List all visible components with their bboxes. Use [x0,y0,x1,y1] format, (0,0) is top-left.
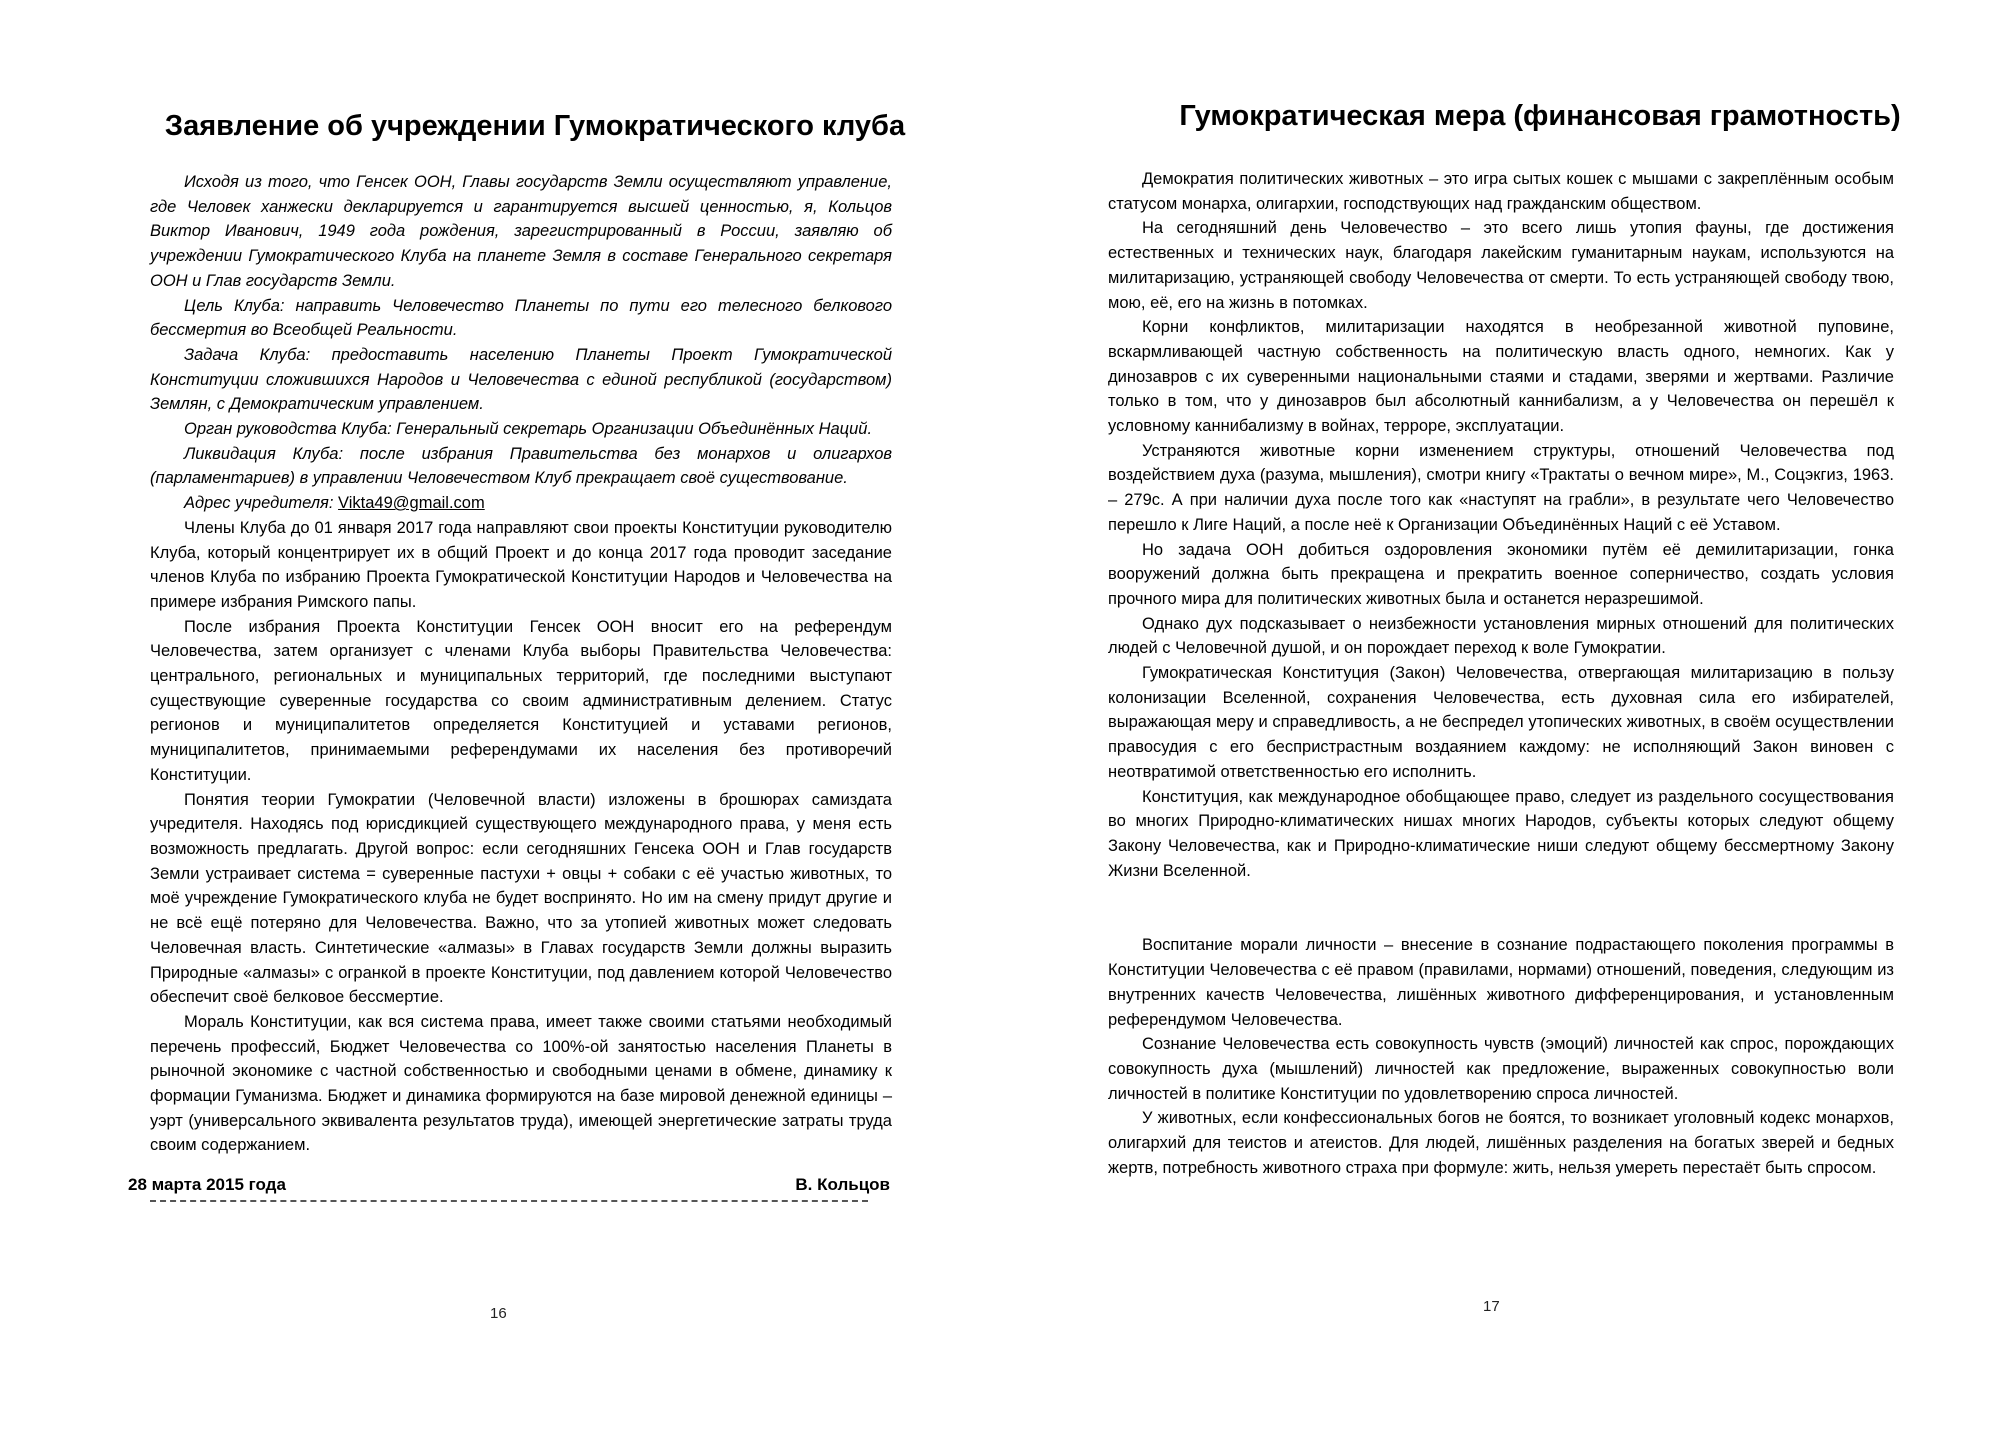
signature: В. Кольцов [795,1175,890,1194]
paragraph: Понятия теории Гумократии (Человечной власти) изложены в брошюрах самиздата учредителя. Находясь под юрисдикцией существующего международного права, у меня есть возможность предлагать. Другой вопрос: если сегодняшних Генсека ООН и Глав государств Земли устраивает система = суверенные пастухи + овцы + собаки с её участью животных, то моё учреждение Гумократического клуба не будет воспринято. Но им на смену придут другие и не всё ещё потеряно для Человечества. Важно, что за утопией животных может следовать Человечная власть. Синтетические «алмазы» в Главах государств Земли должны выразить Природные «алмазы» с огранкой в проекте Конституции, под давлением которой Человечество обеспечит своё белковое бессмертие. [150,790,892,1007]
paragraph: Гумократическая Конституция (Закон) Человечества, отвергающая милитаризацию в пользу колонизации Вселенной, сохранения Человечества, есть духовная сила его избирателей, выражающая меру и справедливость, а не беспредел утопических животных, в своём осуществлении правосудия с его беспристрастным воздаянием каждому: не исполняющий Закон виновен с неотвратимой ответственностью его исполнить. [1108,664,1894,781]
paragraph: Устраняются животные корни изменением структуры, отношений Человечества под воздействием духа (разума, мышления), смотри книгу «Трактаты о вечном мире», М., Соцэкгиз, 1963. – 279с. А при наличии духа после того как «наступят на грабли», в результате чего Человечество перешло к Лиге Наций, а после неё к Организации Объединённых Наций с её Уставом. [1108,441,1894,534]
left-page-title: Заявление об учреждении Гумократического клуба [164,110,906,142]
right-page-title: Гумократическая мера (финансовая грамотность) [1179,100,1901,132]
paragraph: Сознание Человечества есть совокупность чувств (эмоций) личностей как спрос, порождающих совокупность духа (мышлений) личностей как предложение, выраженных совокупностью воли личностей в политике Конституции по удовлетворению спроса личностей. [1108,1035,1894,1103]
signature-line [128,1175,890,1195]
paragraph: Исходя из того, что Генсек ООН, Главы государств Земли осуществляют управление, где Человек ханжески декларируется и гарантируется высшей ценностью, я, Кольцов Виктор Иванович, 1949 года рождения, зарегистрированный в России, заявляю об учреждении Гумократического Клуба на планете Земля в составе Генерального секретаря ООН и Глав государств Земли. [150,173,892,290]
page-number-right: 17 [1483,1298,1500,1315]
founder-address [150,491,892,516]
paragraph: Но задача ООН добиться оздоровления экономики путём её демилитаризации, гонка вооружений должна быть прекращена и прекратить военное соперничество, создать условия прочного мира для политических животных была и останется неразрешимой. [1108,540,1894,608]
paragraph: Конституция, как международное обобщающее право, следует из раздельного сосуществования во многих Природно-климатических нишах многих Народов, субъекты которых следуют общему Закону Человечества, как и Природно-климатические ниши следуют общему бессмертному Закону Жизни Вселенной. [1108,787,1894,880]
paragraph: Цель Клуба: направить Человечество Планеты по пути его телесного белкового бессмертия во Всеобщей Реальности. [150,296,892,340]
right-page-body [1108,167,1894,1180]
paragraph: Демократия политических животных – это игра сытых кошек с мышами с закреплённым особым статусом монарха, олигархии, господствующих над гражданским обществом. [1108,170,1894,213]
paragraph: Мораль Конституции, как вся система права, имеет также своими статьями необходимый перечень профессий, Бюджет Человечества со 100%-ой занятостью населения Планеты в рыночной экономике с частной собственностью и свободными ценами в обмене, динамику к формации Гуманизма. Бюджет и динамика формируются на базе мировой денежной единицы – уэрт (универсального эквивалента результатов труда), имеющей энергетические затраты труда своим содержанием. [150,1012,892,1155]
dashed-divider [150,1200,868,1202]
email-link[interactable]: Vikta49@gmail.com [338,494,485,513]
right-page [1000,0,2000,1433]
page-number-left: 16 [490,1305,507,1322]
paragraph: Члены Клуба до 01 января 2017 года направляют свои проекты Конституции руководителю Клуба, который концентрирует их в общий Проект и до конца 2017 года проводит заседание членов Клуба по избранию Проекта Гумократической Конституции Народов и Человечества на примере избрания Римского папы. [150,518,892,611]
paragraph: Корни конфликтов, милитаризации находятся в необрезанной животной пуповине, вскармливающей частную собственность на политическую власть одного, немногих. Как у динозавров с их суверенными национальными стаями и стадами, зверями и жертвами. Различие только в том, что у динозавров был абсолютный каннибализм, а у Человечества он перешёл к условному каннибализму в войнах, терроре, эксплуатации. [1108,318,1894,436]
left-page-body [150,170,892,1158]
address-label: Адрес учредителя: [184,494,339,513]
paragraph: Однако дух подсказывает о неизбежности установления мирных отношений для политических людей с Человечной душой, и он порождает переход к воле Гумократии. [1108,614,1894,658]
paragraph: На сегодняшний день Человечество – это всего лишь утопия фауны, где достижения естественных и технических наук, благодаря лакейским гуманитарным наукам, используются на милитаризацию, устраняющей свободу Человечества от смерти. То есть устраняющей свободу твою, мою, её, его на жизнь в потомках. [1108,219,1894,312]
paragraph: После избрания Проекта Конституции Генсек ООН вносит его на референдум Человечества, затем организует с членами Клуба выборы Правительства Человечества: центрального, региональных и муниципальных территорий, где последними выступают существующие суверенные государства со своим административным делением. Статус регионов и муниципалитетов определяется Конституцией и уставами регионов, муниципалитетов, принимаемыми референдумами их населения без противоречий Конституции. [150,617,892,784]
paragraph: Задача Клуба: предоставить населению Планеты Проект Гумократической Конституции сложившихся Народов и Человечества с единой республикой (государством) Землян, с Демократическим управлением. [150,345,892,414]
paragraph: Ликвидация Клуба: после избрания Правительства без монархов и олигархов (парламентариев) в управлении Человечеством Клуб прекращает своё существование. [150,444,892,488]
paragraph: Орган руководства Клуба: Генеральный секретарь Организации Объединённых Наций. [184,420,873,439]
paragraph: У животных, если конфессиональных богов не боятся, то возникает уголовный кодекс монархов, олигархий для теистов и атеистов. Для людей, лишённых разделения на богатых зверей и бедных жертв, потребность животного страха при формуле: жить, нельзя умереть перестаёт быть спросом. [1108,1109,1894,1177]
date: 28 марта 2015 года [128,1175,286,1194]
paragraph: Воспитание морали личности – внесение в сознание подрастающего поколения программы в Конституции Человечества с её правом (правилами, нормами) отношений, поведения, следующим из внутренних качеств Человечества, лишённых животного дифференцирования, и установленным референдумом Человечества. [1108,936,1894,1029]
